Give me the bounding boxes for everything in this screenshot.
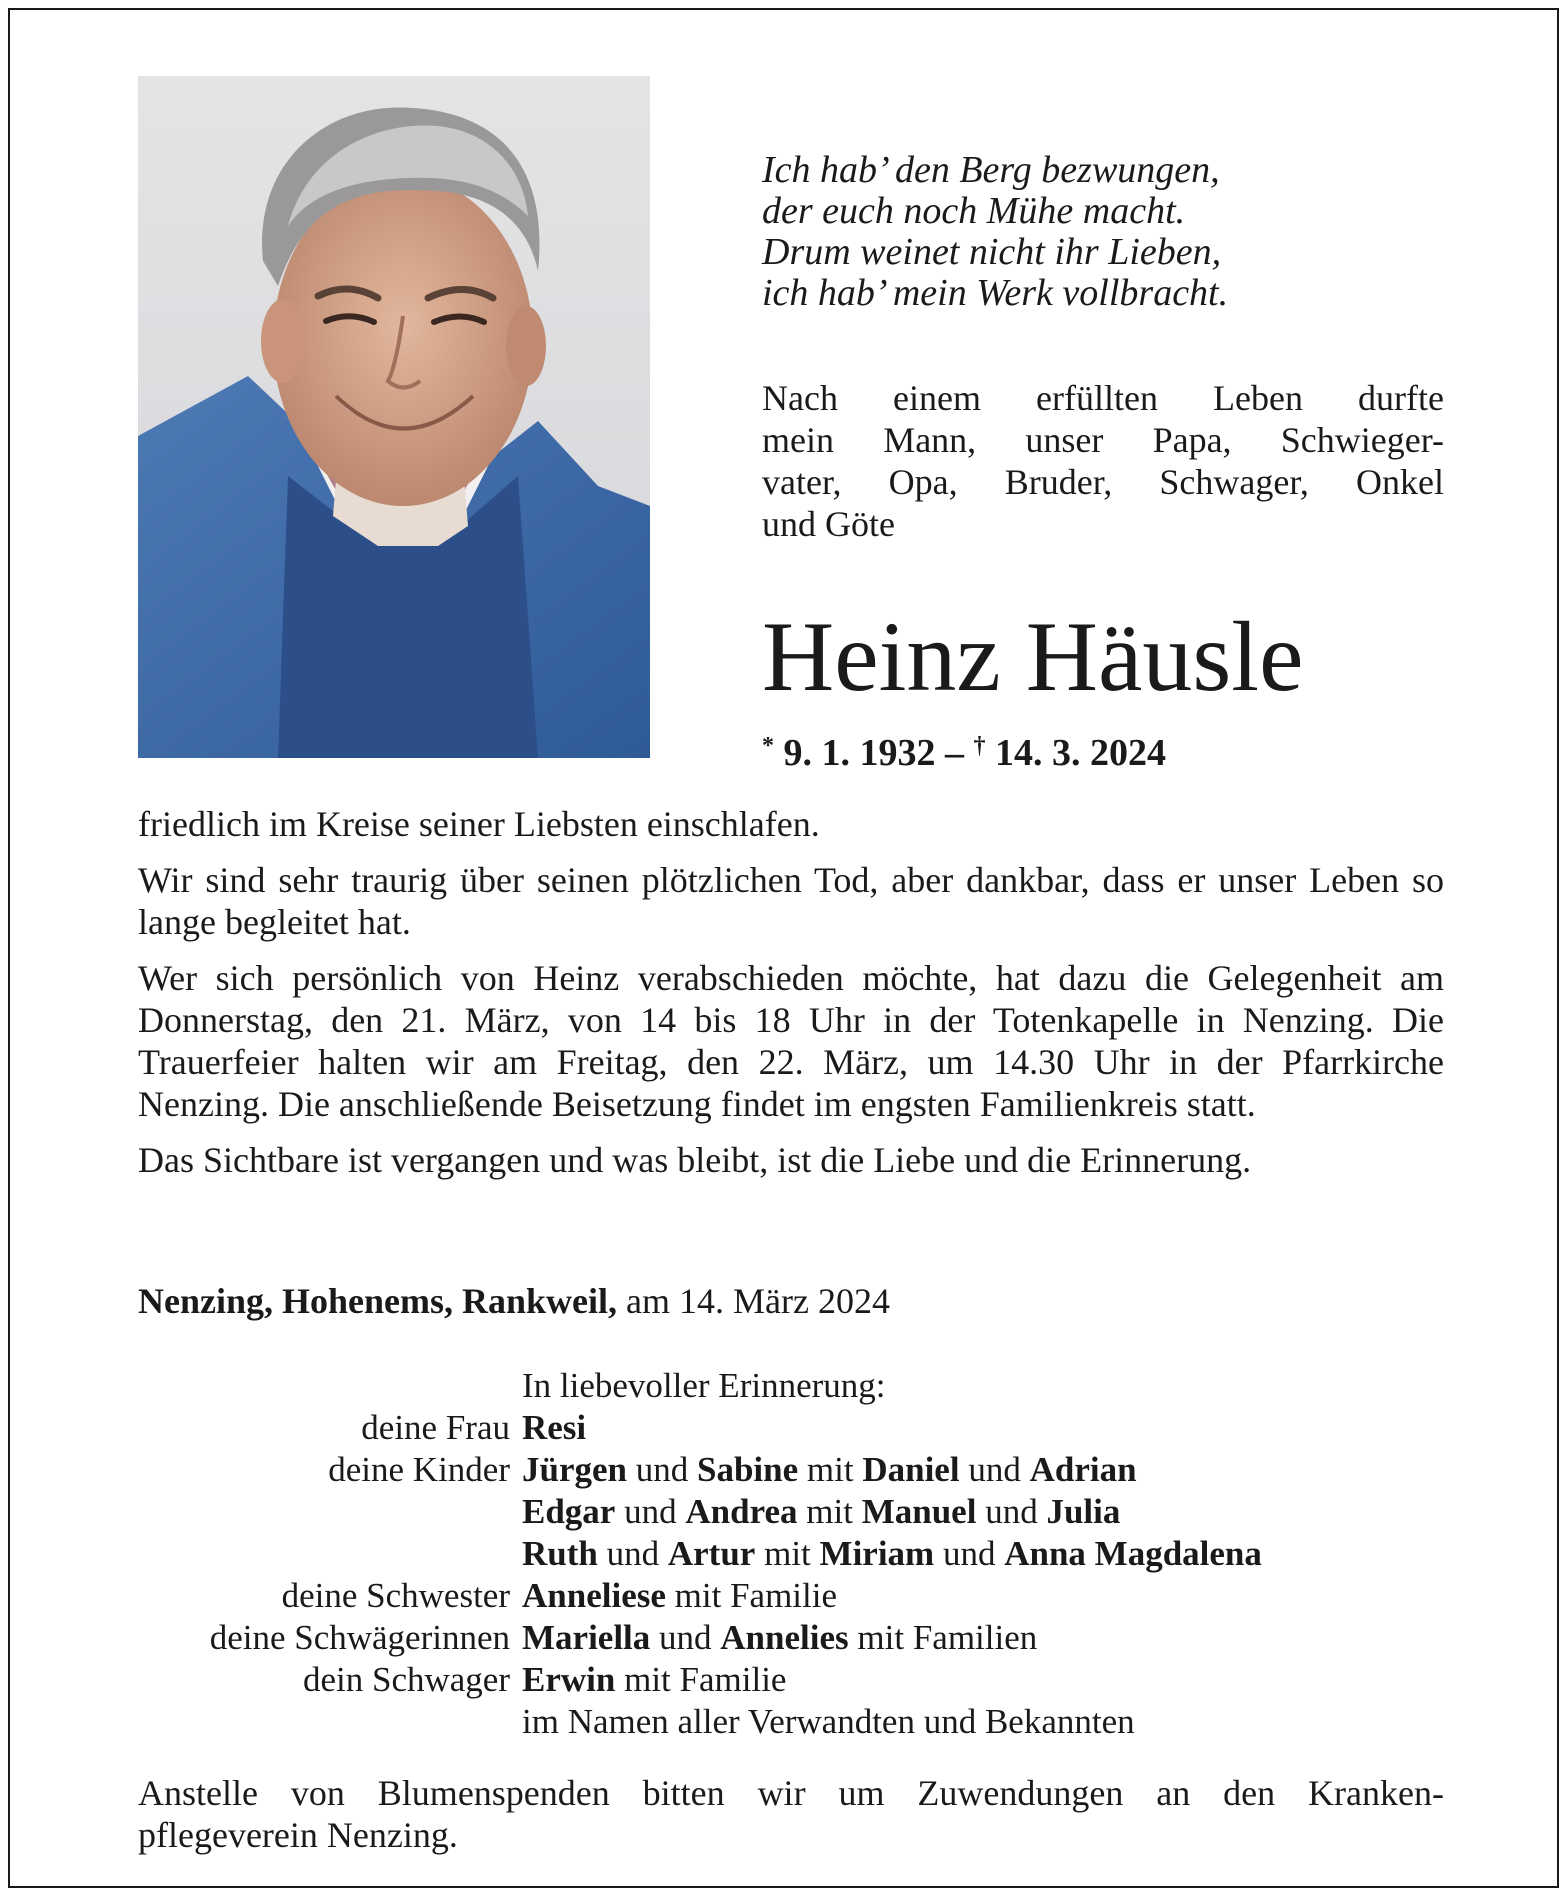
word: Anstelle xyxy=(138,1773,258,1813)
obituary-page xyxy=(8,8,1559,1888)
body-paragraph: Wir sind sehr traurig über seinen plötzlichen Tod, aber dankbar, dass er unser Leben so lange begleitet hat. xyxy=(138,860,1444,942)
closing-line: pflegeverein Nenzing. xyxy=(138,1815,458,1855)
word: den xyxy=(1223,1773,1276,1813)
connector: und xyxy=(934,1534,1005,1573)
deceased-name: Heinz Häusle xyxy=(762,601,1304,712)
family-row xyxy=(138,1449,1458,1491)
relation-label: dein Schwager xyxy=(302,1660,510,1699)
family-name: Artur xyxy=(667,1534,756,1573)
word: um xyxy=(838,1773,885,1813)
word: Zuwendungen xyxy=(917,1773,1124,1813)
connector: und xyxy=(597,1534,668,1573)
family-name: Ruth xyxy=(522,1534,598,1573)
connector: mit Familie xyxy=(615,1660,787,1699)
family-heading: In liebevoller Erinnerung: xyxy=(522,1366,886,1405)
family-name: Resi xyxy=(522,1408,587,1447)
death-date: 14. 3. 2024 xyxy=(995,732,1166,774)
family-row xyxy=(138,1701,1458,1743)
birth-date: 9. 1. 1932 xyxy=(783,732,936,774)
family-name: Erwin xyxy=(522,1660,616,1699)
relation-label: deine Schwester xyxy=(281,1576,510,1615)
word: mein xyxy=(762,420,834,460)
family-name: Edgar xyxy=(522,1492,616,1531)
word: Papa, xyxy=(1152,420,1232,460)
word: Mann, xyxy=(883,420,977,460)
word: an xyxy=(1156,1773,1191,1813)
connector: und xyxy=(627,1450,697,1489)
family-row xyxy=(138,1533,1458,1575)
word: bitten xyxy=(642,1773,725,1813)
connector: mit xyxy=(755,1534,820,1573)
birth-symbol: * xyxy=(762,733,774,759)
family-row xyxy=(138,1365,1458,1407)
family-name: Annelies xyxy=(720,1618,849,1657)
place-and-date xyxy=(138,1280,890,1322)
places: Nenzing, Hohenems, Rankweil, xyxy=(138,1281,618,1321)
word: Schwieger- xyxy=(1280,420,1444,460)
poem xyxy=(762,150,1482,314)
connector: mit xyxy=(797,1492,862,1531)
word: Nach xyxy=(762,378,838,418)
portrait-photo xyxy=(138,76,650,758)
relation-label: deine Frau xyxy=(361,1408,510,1447)
family-name: Adrian xyxy=(1029,1450,1137,1489)
word: Kranken- xyxy=(1308,1773,1444,1813)
intro-line: und Göte xyxy=(762,504,895,544)
word: von xyxy=(290,1773,345,1813)
word: erfüllten xyxy=(1036,378,1158,418)
family-row xyxy=(138,1617,1458,1659)
connector: mit xyxy=(798,1450,863,1489)
word: einem xyxy=(893,378,981,418)
word: Bruder, xyxy=(1004,462,1113,502)
body-paragraph: friedlich im Kreise seiner Liebsten einschlafen. xyxy=(138,804,820,844)
poem-line: der euch noch Mühe macht. xyxy=(762,190,1186,232)
word: unser xyxy=(1025,420,1104,460)
intro-text xyxy=(762,377,1444,545)
word: Leben xyxy=(1213,378,1303,418)
family-list xyxy=(138,1365,1458,1743)
family-row xyxy=(138,1575,1458,1617)
connector: mit Familien xyxy=(848,1618,1038,1657)
relation-label: deine Schwägerinnen xyxy=(209,1618,510,1657)
poem-line: Drum weinet nicht ihr Lieben, xyxy=(762,231,1222,273)
word: wir xyxy=(757,1773,806,1813)
body-paragraph: Wer sich persönlich von Heinz verabschieden möchte, hat dazu die Gelegenheit am Donnerstag, den 21. März, von 14 bis 18 Uhr in der Totenkapelle in Nenzing. Die Trauerfeier halten wir am Freitag, den 22. März, um 14.30 Uhr in der Pfarrkirche Nenzing. Die anschließende Beisetzung findet im engsten Familienkreis statt. xyxy=(138,958,1444,1124)
family-name: Andrea xyxy=(685,1492,798,1531)
family-name: Anneliese xyxy=(522,1576,666,1615)
connector: und xyxy=(959,1450,1030,1489)
intro-line xyxy=(762,377,1444,419)
family-name: Miriam xyxy=(819,1534,935,1573)
intro-line xyxy=(762,419,1444,461)
notice-date: am 14. März 2024 xyxy=(617,1281,890,1321)
death-symbol: † xyxy=(973,733,986,759)
relation-label: deine Kinder xyxy=(328,1450,510,1489)
poem-line: ich hab’ mein Werk vollbracht. xyxy=(762,272,1229,314)
family-name: Anna Magdalena xyxy=(1004,1534,1262,1573)
family-name: Mariella xyxy=(522,1618,651,1657)
connector: und xyxy=(650,1618,721,1657)
date-separator: – xyxy=(935,732,974,774)
portrait-image xyxy=(138,76,650,758)
intro-line xyxy=(762,461,1444,503)
obituary-body xyxy=(138,803,1444,1195)
closing-line xyxy=(138,1772,1444,1814)
connector: mit Familie xyxy=(665,1576,837,1615)
family-name: Daniel xyxy=(862,1450,960,1489)
family-name: Jürgen xyxy=(522,1450,627,1489)
word: vater, xyxy=(762,462,842,502)
word: durfte xyxy=(1358,378,1444,418)
word: Opa, xyxy=(888,462,958,502)
body-paragraph: Das Sichtbare ist vergangen und was bleibt, ist die Liebe und die Erinnerung. xyxy=(138,1140,1252,1180)
family-all-relatives: im Namen aller Verwandten und Bekannten xyxy=(522,1702,1135,1741)
poem-line: Ich hab’ den Berg bezwungen, xyxy=(762,149,1220,191)
family-row xyxy=(138,1491,1458,1533)
word: Onkel xyxy=(1355,462,1444,502)
family-name: Manuel xyxy=(861,1492,977,1531)
connector: und xyxy=(976,1492,1047,1531)
donation-note xyxy=(138,1772,1444,1856)
family-name: Julia xyxy=(1046,1492,1121,1531)
connector: und xyxy=(615,1492,686,1531)
family-row xyxy=(138,1659,1458,1701)
life-dates xyxy=(762,724,1166,775)
family-row xyxy=(138,1407,1458,1449)
word: Schwager, xyxy=(1159,462,1309,502)
family-name: Sabine xyxy=(697,1450,799,1489)
word: Blumenspenden xyxy=(377,1773,610,1813)
